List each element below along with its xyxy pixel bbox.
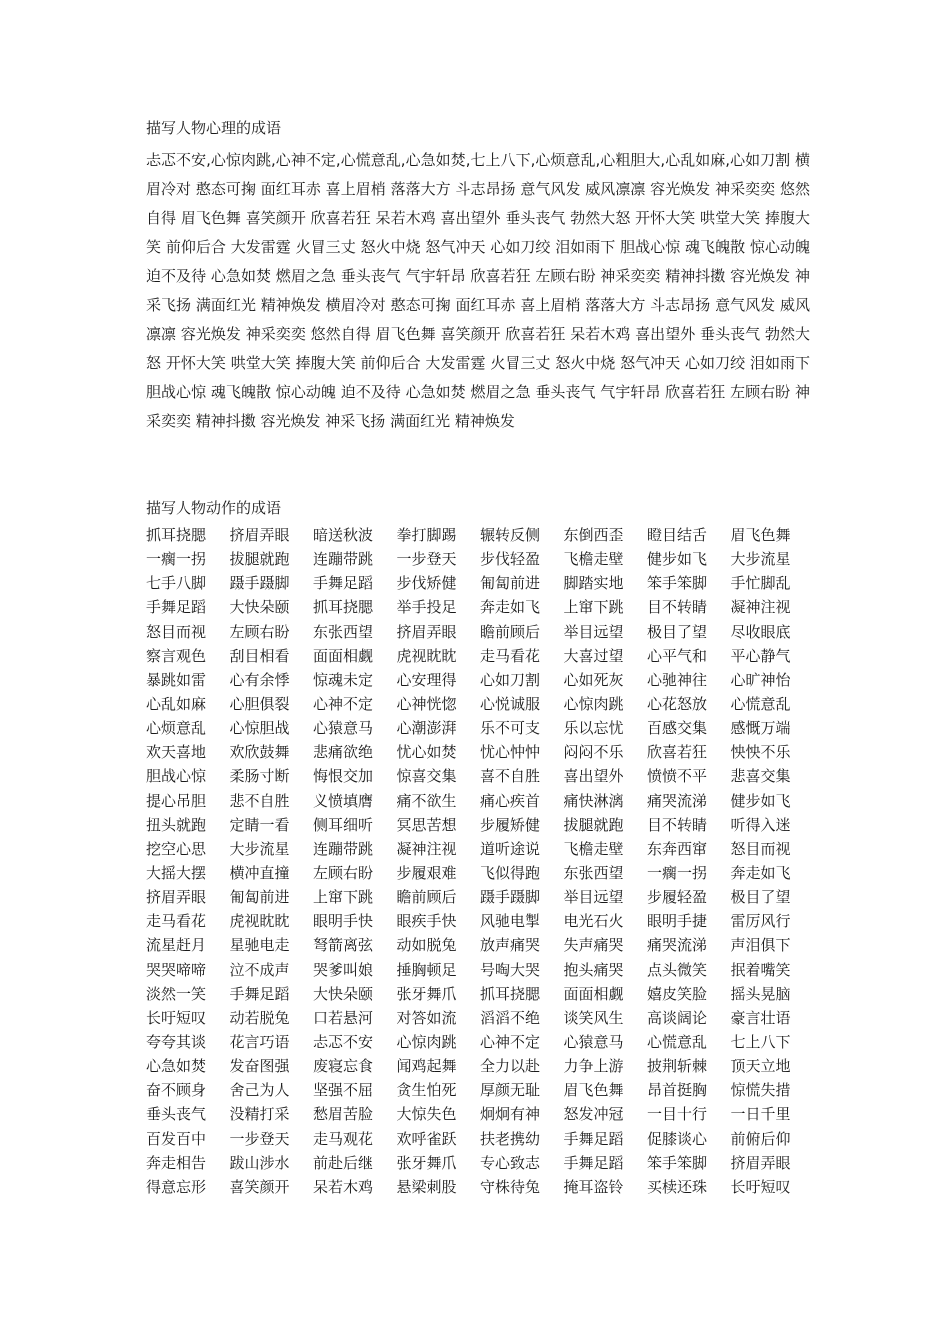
idiom-cell: 举手投足 — [396, 598, 457, 617]
idiom-cell: 心神恍惚 — [396, 694, 457, 713]
idiom-cell: 挤眉弄眼 — [730, 1153, 791, 1172]
idiom-cell: 泣不成声 — [229, 960, 290, 979]
idiom-cell: 欢呼雀跃 — [396, 1129, 457, 1148]
idiom-cell: 挤眉弄眼 — [229, 526, 290, 544]
idiom-cell: 心花怒放 — [647, 694, 708, 713]
idiom-cell: 忧心忡忡 — [480, 743, 541, 762]
idiom-cell: 得意忘形 — [146, 1177, 207, 1196]
idiom-cell: 没精打采 — [229, 1105, 290, 1124]
idiom-cell: 张牙舞爪 — [396, 1153, 457, 1172]
idiom-cell: 欣喜若狂 — [647, 743, 708, 762]
idiom-cell: 嬉皮笑脸 — [647, 984, 708, 1003]
idiom-cell: 奋不顾身 — [146, 1081, 207, 1100]
idiom-cell: 连蹦带跳 — [313, 550, 374, 569]
idiom-cell: 忧心如焚 — [396, 743, 457, 762]
idiom-cell: 心烦意乱 — [146, 719, 207, 738]
idiom-cell: 废寝忘食 — [313, 1057, 374, 1076]
idiom-cell: 七手八脚 — [146, 574, 207, 593]
idiom-cell: 心慌意乱 — [647, 1032, 708, 1051]
idiom-cell: 百发百中 — [146, 1129, 207, 1148]
idiom-cell: 流星赶月 — [146, 936, 207, 955]
idiom-cell: 平心静气 — [730, 646, 791, 665]
idiom-cell: 匍匐前进 — [229, 888, 290, 907]
idiom-cell: 面面相觑 — [313, 646, 374, 665]
idiom-cell: 乐不可支 — [480, 719, 541, 738]
idiom-cell: 厚颜无耻 — [480, 1081, 541, 1100]
idiom-cell: 挤眉弄眼 — [396, 622, 457, 641]
idiom-cell: 飞檐走壁 — [563, 839, 624, 858]
idiom-cell: 一瘸一拐 — [647, 863, 708, 882]
idiom-cell: 挤眉弄眼 — [146, 888, 207, 907]
idiom-cell: 扶老携幼 — [480, 1129, 541, 1148]
idiom-cell: 手舞足蹈 — [313, 574, 374, 593]
idiom-cell: 愁眉苦脸 — [313, 1105, 374, 1124]
idiom-cell: 目不转睛 — [647, 815, 708, 834]
idiom-cell: 谈笑风生 — [563, 1008, 624, 1027]
idiom-cell: 百感交集 — [647, 719, 708, 738]
idiom-cell: 冥思苦想 — [396, 815, 457, 834]
idiom-cell: 凝神注视 — [396, 839, 457, 858]
idiom-cell: 眉飞色舞 — [563, 1081, 624, 1100]
idiom-cell: 动若脱兔 — [229, 1008, 290, 1027]
idiom-cell: 放声痛哭 — [480, 936, 541, 955]
idiom-cell: 声泪俱下 — [730, 936, 791, 955]
psychology-idioms-text: 忐忑不安,心惊肉跳,心神不定,心慌意乱,心急如焚,七上八下,心烦意乱,心粗胆大,心乱如麻,心如刀割 横眉冷对 憨态可掬 面红耳赤 喜上眉梢 落落大方 斗志昂扬 意气风发 威风凛凛 容光焕发 神采奕奕 悠然自得 眉飞色舞 喜笑颜开 欣喜若狂 呆若木鸡 喜出望外 垂头丧气 勃然大怒 开怀大笑 哄堂大笑 捧腹大笑 前仰后合 大发雷霆 火冒三丈 怒火中烧 怒气冲天 心如刀绞 泪如雨下 胆战心惊 魂飞魄散 惊心动魄 迫不及待 心急如焚 燃眉之急 垂头丧气 气宇轩昂 欣喜若狂 左顾右盼 神采奕奕 精神抖擞 容光焕发 神采飞扬 满面红光 精神焕发 横眉冷对 憨态可掬 面红耳赤 喜上眉梢 落落大方 斗志昂扬 意气风发 威风凛凛 容光焕发 神采奕奕 悠然自得 眉飞色舞 喜笑颜开 欣喜若狂 呆若木鸡 喜出望外 垂头丧气 勃然大怒 开怀大笑 哄堂大笑 捧腹大笑 前仰后合 大发雷霆 火冒三丈 怒火中烧 怒气冲天 心如刀绞 泪如雨下 胆战心惊 魂飞魄散 惊心动魄 迫不及待 心急如焚 燃眉之急 垂头丧气 气宇轩昂 欣喜若狂 左顾右盼 神采奕奕 精神抖擞 容光焕发 神采飞扬 满面红光 精神焕发 — [146, 151, 810, 430]
idiom-cell: 瞻前顾后 — [396, 888, 457, 907]
idiom-cell: 眼明手快 — [313, 912, 374, 931]
idiom-cell: 奔走如飞 — [480, 598, 541, 617]
idiom-cell: 手舞足蹈 — [146, 598, 207, 617]
idiom-cell: 长吁短叹 — [730, 1177, 791, 1196]
idiom-cell: 侧耳细听 — [313, 815, 374, 834]
idiom-cell: 步履矫健 — [480, 815, 541, 834]
idiom-cell: 挖空心思 — [146, 839, 207, 858]
idiom-cell: 力争上游 — [563, 1057, 624, 1076]
idiom-cell: 扭头就跑 — [146, 815, 207, 834]
idiom-cell: 拔腿就跑 — [229, 550, 290, 569]
idiom-cell: 心猿意马 — [313, 719, 374, 738]
idiom-cell: 全力以赴 — [480, 1057, 541, 1076]
idiom-cell: 夸夸其谈 — [146, 1032, 207, 1051]
idiom-cell: 心胆俱裂 — [229, 694, 290, 713]
idiom-cell: 心有余悸 — [229, 670, 290, 689]
idiom-cell: 抓耳挠腮 — [480, 984, 541, 1003]
idiom-cell: 心安理得 — [396, 670, 457, 689]
idiom-cell: 乐以忘忧 — [563, 719, 624, 738]
idiom-cell: 脚踏实地 — [563, 574, 624, 593]
psychology-idioms-heading: 描写人物心理的成语 — [146, 119, 282, 137]
idiom-cell: 东倒西歪 — [563, 526, 624, 544]
idiom-cell: 号啕大哭 — [480, 960, 541, 979]
idiom-cell: 摇头晃脑 — [730, 984, 791, 1003]
idiom-cell: 喜出望外 — [563, 767, 624, 786]
idiom-cell: 极目了望 — [730, 888, 791, 907]
idiom-cell: 惊慌失措 — [730, 1081, 791, 1100]
idiom-cell: 大快朵颐 — [313, 984, 374, 1003]
idiom-cell: 东张西望 — [563, 863, 624, 882]
idiom-cell: 飞檐走壁 — [563, 550, 624, 569]
idiom-cell: 暗送秋波 — [313, 526, 374, 544]
idiom-cell: 义愤填膺 — [313, 791, 374, 810]
idiom-cell: 步履艰难 — [396, 863, 457, 882]
idiom-cell: 垂头丧气 — [146, 1105, 207, 1124]
idiom-cell: 捶胸顿足 — [396, 960, 457, 979]
idiom-cell: 凝神注视 — [730, 598, 791, 617]
idiom-cell: 滔滔不绝 — [480, 1008, 541, 1027]
idiom-cell: 舍己为人 — [229, 1081, 290, 1100]
idiom-cell: 大摇大摆 — [146, 863, 207, 882]
idiom-cell: 笨手笨脚 — [647, 1153, 708, 1172]
idiom-cell: 举目远望 — [563, 888, 624, 907]
idiom-cell: 心惊肉跳 — [396, 1032, 457, 1051]
idiom-cell: 掩耳盗铃 — [563, 1177, 624, 1196]
idiom-cell: 目不转睛 — [647, 598, 708, 617]
idiom-cell: 辗转反侧 — [480, 526, 541, 544]
idiom-cell: 怒目而视 — [146, 622, 207, 641]
idiom-cell: 上窜下跳 — [313, 888, 374, 907]
idiom-cell: 极目了望 — [647, 622, 708, 641]
idiom-cell: 心潮澎湃 — [396, 719, 457, 738]
idiom-cell: 喜笑颜开 — [229, 1177, 290, 1196]
idiom-cell: 长吁短叹 — [146, 1008, 207, 1027]
idiom-cell: 感慨万端 — [730, 719, 791, 738]
idiom-cell: 前赴后继 — [313, 1153, 374, 1172]
idiom-cell: 左顾右盼 — [313, 863, 374, 882]
idiom-cell: 步伐轻盈 — [480, 550, 541, 569]
idiom-cell: 大喜过望 — [563, 646, 624, 665]
idiom-cell: 眼疾手快 — [396, 912, 457, 931]
idiom-cell: 痛快淋漓 — [563, 791, 624, 810]
idiom-cell: 察言观色 — [146, 646, 207, 665]
idiom-cell: 坚强不屈 — [313, 1081, 374, 1100]
idiom-cell: 闻鸡起舞 — [396, 1057, 457, 1076]
idiom-cell: 东张西望 — [313, 622, 374, 641]
idiom-cell: 张牙舞爪 — [396, 984, 457, 1003]
action-idioms-heading: 描写人物动作的成语 — [146, 499, 282, 517]
idiom-cell: 左顾右盼 — [229, 622, 290, 641]
psychology-idioms-section — [146, 116, 810, 436]
idiom-cell: 悲痛欲绝 — [313, 743, 374, 762]
idiom-cell: 飞似得跑 — [480, 863, 541, 882]
idiom-cell: 心如刀割 — [480, 670, 541, 689]
idiom-cell: 大步流星 — [730, 550, 791, 569]
idiom-cell: 贪生怕死 — [396, 1081, 457, 1100]
idiom-cell: 手舞足蹈 — [563, 1153, 624, 1172]
idiom-cell: 尽收眼底 — [730, 622, 791, 641]
idiom-cell: 心神不定 — [313, 694, 374, 713]
idiom-cell: 买椟还珠 — [647, 1177, 708, 1196]
idiom-cell: 前俯后仰 — [730, 1129, 791, 1148]
idiom-cell: 欢天喜地 — [146, 743, 207, 762]
idiom-cell: 大步流星 — [229, 839, 290, 858]
idiom-cell: 跋山涉水 — [229, 1153, 290, 1172]
idiom-cell: 听得入迷 — [730, 815, 791, 834]
idiom-cell: 拳打脚踢 — [396, 526, 457, 544]
action-idioms-section — [146, 496, 810, 1199]
idiom-cell: 弩箭离弦 — [313, 936, 374, 955]
idiom-cell: 电光石火 — [563, 912, 624, 931]
idiom-cell: 抿着嘴笑 — [730, 960, 791, 979]
idiom-cell: 步履轻盈 — [647, 888, 708, 907]
idiom-cell: 口若悬河 — [313, 1008, 374, 1027]
idiom-cell: 抓耳挠腮 — [313, 598, 374, 617]
idiom-cell: 手舞足蹈 — [563, 1129, 624, 1148]
idiom-cell: 瞪目结舌 — [647, 526, 708, 544]
idiom-cell: 昂首挺胸 — [647, 1081, 708, 1100]
idiom-cell: 一目十行 — [647, 1105, 708, 1124]
idiom-cell: 刮目相看 — [229, 646, 290, 665]
idiom-cell: 一步登天 — [396, 550, 457, 569]
idiom-cell: 惊喜交集 — [396, 767, 457, 786]
idiom-cell: 豪言壮语 — [730, 1008, 791, 1027]
idiom-cell: 痛哭流涕 — [647, 791, 708, 810]
idiom-cell: 惊魂未定 — [313, 670, 374, 689]
idiom-cell: 痛不欲生 — [396, 791, 457, 810]
idiom-cell: 抱头痛哭 — [563, 960, 624, 979]
idiom-cell: 痛哭流涕 — [647, 936, 708, 955]
idiom-cell: 高谈阔论 — [647, 1008, 708, 1027]
idiom-cell: 眉飞色舞 — [730, 526, 791, 544]
idiom-cell: 心平气和 — [647, 646, 708, 665]
idiom-cell: 定睛一看 — [229, 815, 290, 834]
idiom-cell: 悲不自胜 — [229, 791, 290, 810]
idiom-cell: 悲喜交集 — [730, 767, 791, 786]
idiom-cell: 哭爹叫娘 — [313, 960, 374, 979]
idiom-cell: 心猿意马 — [563, 1032, 624, 1051]
idiom-cell: 心惊胆战 — [229, 719, 290, 738]
idiom-cell: 健步如飞 — [647, 550, 708, 569]
idiom-cell: 淡然一笑 — [146, 984, 207, 1003]
idiom-cell: 蹑手蹑脚 — [480, 888, 541, 907]
idiom-cell: 瞻前顾后 — [480, 622, 541, 641]
idiom-cell: 走马看花 — [480, 646, 541, 665]
idiom-cell: 蹑手蹑脚 — [229, 574, 290, 593]
idiom-cell: 愤愤不平 — [647, 767, 708, 786]
idiom-cell: 笨手笨脚 — [647, 574, 708, 593]
idiom-cell: 心惊肉跳 — [563, 694, 624, 713]
idiom-cell: 大快朵颐 — [229, 598, 290, 617]
idiom-cell: 虎视眈眈 — [229, 912, 290, 931]
idiom-cell: 怒发冲冠 — [563, 1105, 624, 1124]
idiom-cell: 顶天立地 — [730, 1057, 791, 1076]
idiom-cell: 抓耳挠腮 — [146, 526, 207, 544]
idiom-cell: 心急如焚 — [146, 1057, 207, 1076]
idiom-cell: 哭哭啼啼 — [146, 960, 207, 979]
idiom-cell: 痛心疾首 — [480, 791, 541, 810]
idiom-cell: 炯炯有神 — [480, 1105, 541, 1124]
idiom-cell: 动如脱兔 — [396, 936, 457, 955]
idiom-cell: 风驰电掣 — [480, 912, 541, 931]
idiom-cell: 心驰神往 — [647, 670, 708, 689]
idiom-cell: 闷闷不乐 — [563, 743, 624, 762]
idiom-cell: 专心致志 — [480, 1153, 541, 1172]
idiom-cell: 横冲直撞 — [229, 863, 290, 882]
idiom-cell: 促膝谈心 — [647, 1129, 708, 1148]
idiom-cell: 举目远望 — [563, 622, 624, 641]
idiom-cell: 道听途说 — [480, 839, 541, 858]
idiom-cell: 花言巧语 — [229, 1032, 290, 1051]
idiom-cell: 东奔西窜 — [647, 839, 708, 858]
idiom-cell: 失声痛哭 — [563, 936, 624, 955]
idiom-cell: 点头微笑 — [647, 960, 708, 979]
idiom-cell: 虎视眈眈 — [396, 646, 457, 665]
idiom-cell: 上窜下跳 — [563, 598, 624, 617]
idiom-cell: 柔肠寸断 — [229, 767, 290, 786]
idiom-cell: 发奋图强 — [229, 1057, 290, 1076]
action-idioms-grid — [146, 523, 810, 1199]
idiom-cell: 大惊失色 — [396, 1105, 457, 1124]
idiom-cell: 奔走相告 — [146, 1153, 207, 1172]
idiom-cell: 眼明手捷 — [647, 912, 708, 931]
idiom-cell: 一瘸一拐 — [146, 550, 207, 569]
idiom-cell: 呆若木鸡 — [313, 1177, 374, 1196]
idiom-cell: 心旷神怡 — [730, 670, 791, 689]
idiom-cell: 七上八下 — [730, 1032, 791, 1051]
idiom-cell: 连蹦带跳 — [313, 839, 374, 858]
idiom-cell: 走马看花 — [146, 912, 207, 931]
idiom-cell: 胆战心惊 — [146, 767, 207, 786]
idiom-cell: 悔恨交加 — [313, 767, 374, 786]
idiom-cell: 提心吊胆 — [146, 791, 207, 810]
idiom-cell: 一步登天 — [229, 1129, 290, 1148]
idiom-cell: 拔腿就跑 — [563, 815, 624, 834]
idiom-cell: 健步如飞 — [730, 791, 791, 810]
idiom-cell: 披荆斩棘 — [647, 1057, 708, 1076]
idiom-cell: 手舞足蹈 — [229, 984, 290, 1003]
idiom-cell: 雷厉风行 — [730, 912, 791, 931]
idiom-cell: 匍匐前进 — [480, 574, 541, 593]
idiom-cell: 欢欣鼓舞 — [229, 743, 290, 762]
idiom-cell: 守株待兔 — [480, 1177, 541, 1196]
idiom-cell: 对答如流 — [396, 1008, 457, 1027]
idiom-cell: 星驰电走 — [229, 936, 290, 955]
idiom-cell: 忐忑不安 — [313, 1032, 374, 1051]
idiom-cell: 心慌意乱 — [730, 694, 791, 713]
idiom-cell: 手忙脚乱 — [730, 574, 791, 593]
idiom-cell: 步伐矫健 — [396, 574, 457, 593]
idiom-cell: 怏怏不乐 — [730, 743, 791, 762]
idiom-cell: 走马观花 — [313, 1129, 374, 1148]
idiom-cell: 心神不定 — [480, 1032, 541, 1051]
idiom-cell: 奔走如飞 — [730, 863, 791, 882]
idiom-cell: 怒目而视 — [730, 839, 791, 858]
idiom-cell: 暴跳如雷 — [146, 670, 207, 689]
idiom-cell: 心悦诚服 — [480, 694, 541, 713]
idiom-cell: 面面相觑 — [563, 984, 624, 1003]
idiom-cell: 喜不自胜 — [480, 767, 541, 786]
idiom-cell: 悬梁刺股 — [396, 1177, 457, 1196]
idiom-cell: 心如死灰 — [563, 670, 624, 689]
idiom-cell: 一日千里 — [730, 1105, 791, 1124]
idiom-cell: 心乱如麻 — [146, 694, 207, 713]
